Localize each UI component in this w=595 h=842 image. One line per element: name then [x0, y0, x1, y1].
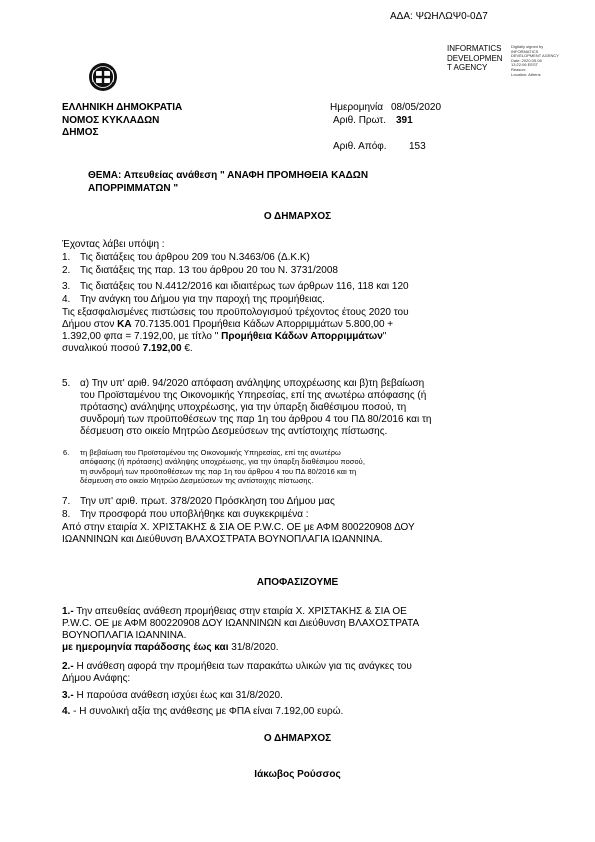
item-number: 8. — [62, 509, 71, 520]
item-5-text — [80, 378, 524, 438]
decide-heading: ΑΠΟΦΑΣΙΖΟΥΜΕ — [256, 577, 339, 588]
decision-number: 1.- — [62, 606, 74, 617]
item-number: 7. — [62, 496, 71, 507]
list-item: Την υπ' αριθ. πρωτ. 378/2020 Πρόσκληση του Δήμου μας — [80, 496, 335, 507]
subject-line: ΘΕΜΑ: Απευθείας ανάθεση " ΑΝΑΦΗ ΠΡΟΜΗΘΕΙΑ ΚΑΔΩΝ — [88, 170, 369, 181]
list-item: Τις διατάξεις του άρθρου 209 του Ν.3463/06 (Δ.Κ.Κ) — [80, 252, 310, 263]
offer-text — [62, 522, 415, 546]
mayor-heading: Ο ΔΗΜΑΡΧΟΣ — [263, 211, 332, 222]
item-6-line: τη συνδρομή των προϋποθέσεων της παρ 1η του άρθρου 4 του ΠΔ 80/2016 και τη — [80, 466, 357, 476]
list-item: Την προσφορά που υποβλήθηκε και συγκεκριμένα : — [80, 509, 309, 520]
budget-code-label: ΚΑ — [117, 319, 132, 330]
decision-number: 3.- — [62, 690, 74, 701]
date-value: 08/05/2020 — [391, 102, 442, 113]
budget-line: συναλικού ποσού 7.192,00 €. — [62, 343, 193, 354]
decision-line: P.W.C. ΟΕ με ΑΦΜ 800220908 ΔΟΥ ΙΩΑΝΝΙΝΩΝ και Διεύθυνση ΒΛΑΧΟΣΤΡΑΤΑ — [62, 618, 420, 629]
delivery-line: με ημερομηνία παράδοσης έως και 31/8/2020. — [62, 642, 279, 653]
agency-line: T AGENCY — [447, 63, 488, 73]
greek-emblem-icon — [88, 62, 118, 92]
signature-detail: DEVELOPMENT AGENCY — [511, 53, 559, 59]
having-regard: Έχοντας λάβει υπόψη : — [62, 239, 165, 250]
budget-paragraph — [62, 307, 522, 355]
item-6-line: απόφασης (ή πρότασης) ανάληψης υποχρέωσης, για την ύπαρξη διαθέσιμου ποσού, — [80, 457, 365, 467]
decision-line: Δήμου Ανάφης: — [62, 673, 131, 684]
signature-detail: Reason: — [511, 66, 526, 72]
list-item: Τις διατάξεις της παρ. 13 του άρθρου 20 του Ν. 3731/2008 — [80, 265, 338, 276]
digital-signature-details — [511, 45, 559, 77]
item-number: 5. — [62, 378, 71, 389]
subject — [88, 170, 368, 195]
decision-number: 153 — [409, 141, 426, 152]
signing-agency — [447, 44, 503, 73]
signature-detail: 13:22:06 EEST — [511, 62, 539, 68]
item-5-line: α) Την υπ' αριθ. 94/2020 απόφαση ανάληψης υποχρέωσης και β)τη βεβαίωση — [80, 378, 425, 389]
total-amount: 7.192,00 — [142, 343, 182, 354]
budget-title: Προμήθεια Κάδων Απορριμμάτων — [221, 331, 383, 342]
decision-number: 2.- — [62, 661, 74, 672]
signature-detail: Location: Athens — [511, 71, 541, 77]
date-label: Ημερομηνία — [330, 102, 384, 113]
item-number: 3. — [62, 281, 71, 292]
item-5-line: συνδρομή των προϋποθέσεων της παρ 1η του άρθρου 4 του ΠΔ 80/2016 και τη — [80, 414, 432, 425]
signature-detail: Date: 2020.05.08 — [511, 57, 542, 63]
budget-line: Τις εξασφαλισμένες πιστώσεις του προϋπολογισμού τρέχοντος έτους 2020 του — [62, 307, 409, 318]
budget-line: Δήμου στον ΚΑ 70.7135.001 Προμήθεια Κάδων Απορριμμάτων 5.800,00 + — [62, 319, 394, 330]
decision-line: ΒΟΥΝΟΠΛΑΓΙΑ ΙΩΑΝΝΙΝΑ. — [62, 630, 187, 641]
offer-line: Από στην εταιρία Χ. ΧΡΙΣΤΑΚΗΣ & ΣΙΑ ΟΕ P.W.C. ΟΕ με ΑΦΜ 800220908 ΔΟΥ — [62, 522, 415, 533]
item-5-line: του Προϊσταμένου της Οικονομικής Υπηρεσίας, επί της ανωτέρω απόφασης (ή — [80, 390, 427, 401]
subject-line: ΑΠΟΡΡΙΜΜΑΤΩΝ " — [88, 182, 179, 194]
decision-number: 4. — [62, 706, 71, 717]
decision-line: 1.- Την απευθείας ανάθεση προμήθειας στην εταιρία Χ. ΧΡΙΣΤΑΚΗΣ & ΣΙΑ ΟΕ — [62, 606, 407, 617]
agency-line: INFORMATICS — [447, 44, 502, 53]
item-5-line: πρότασης) ανάληψης υποχρέωσης, για την ύπαρξη διαθέσιμου ποσού, τη — [80, 402, 407, 413]
issuer-block — [62, 102, 182, 140]
decision-2 — [62, 661, 412, 685]
ada-code: ΑΔΑ: ΨΩΗΛΩΨ0-0Δ7 — [390, 11, 488, 22]
item-6-text — [80, 448, 365, 486]
agency-line: DEVELOPMEN — [447, 53, 503, 63]
signature-detail: Digitally signed by — [511, 44, 544, 49]
decision-line: 2.- Η ανάθεση αφορά την προμήθεια των παρακάτω υλικών για τις ανάγκες του — [62, 661, 412, 672]
budget-line: 1.392,00 φπα = 7.192,00, με τίτλο " Προμήθεια Κάδων Απορριμμάτων" — [62, 331, 387, 342]
item-5-line: δέσμευση στο οικείο Μητρώο Δεσμεύσεων της αντίστοιχης πίστωσης. — [80, 426, 388, 437]
list-item: Τις διατάξεις του Ν.4412/2016 και ιδιαιτέρως των άρθρων 116, 118 και 120 — [80, 281, 409, 292]
decision-4: 4. - Η συνολική αξία της ανάθεσης με ΦΠΑ είναι 7.192,00 ευρώ. — [62, 706, 344, 717]
signatory-name: Ιάκωβος Ρούσσος — [254, 769, 341, 780]
item-number: 4. — [62, 294, 71, 305]
decision-number-label: Αριθ. Απόφ. — [333, 141, 387, 152]
issuer-line: ΕΛΛΗΝΙΚΗ ΔΗΜΟΚΡΑΤΙΑ — [62, 102, 183, 113]
item-number: 1. — [62, 252, 71, 263]
decision-1 — [62, 606, 419, 654]
issuer-line: ΔΗΜΟΣ — [62, 127, 99, 138]
signature-title: Ο ΔΗΜΑΡΧΟΣ — [263, 733, 332, 744]
offer-line: ΙΩΑΝΝΙΝΩΝ και Διεύθυνση ΒΛΑΧΟΣΤΡΑΤΑ ΒΟΥΝΟΠΛΑΓΙΑ ΙΩΑΝΝΙΝΑ. — [62, 534, 383, 545]
item-number: 6. — [63, 448, 70, 457]
issuer-line: ΝΟΜΟΣ ΚΥΚΛΑΔΩΝ — [62, 114, 160, 126]
signature-detail: INFORMATICS — [511, 48, 539, 54]
protocol-label: Αριθ. Πρωτ. — [333, 115, 387, 126]
decision-3: 3.- Η παρούσα ανάθεση ισχύει έως και 31/8/2020. — [62, 690, 283, 701]
protocol-number: 391 — [396, 115, 413, 126]
item-6-line: δέσμευση στο οικείο Μητρώο Δεσμεύσεων της αντίστοιχης πίστωσης. — [80, 476, 314, 486]
item-6-line: τη βεβαίωση του Προϊσταμένου της Οικονομικής Υπηρεσίας, επί της ανωτέρω — [80, 448, 341, 457]
item-number: 2. — [62, 265, 71, 276]
list-item: Την ανάγκη του Δήμου για την παροχή της προμήθειας. — [80, 294, 325, 305]
